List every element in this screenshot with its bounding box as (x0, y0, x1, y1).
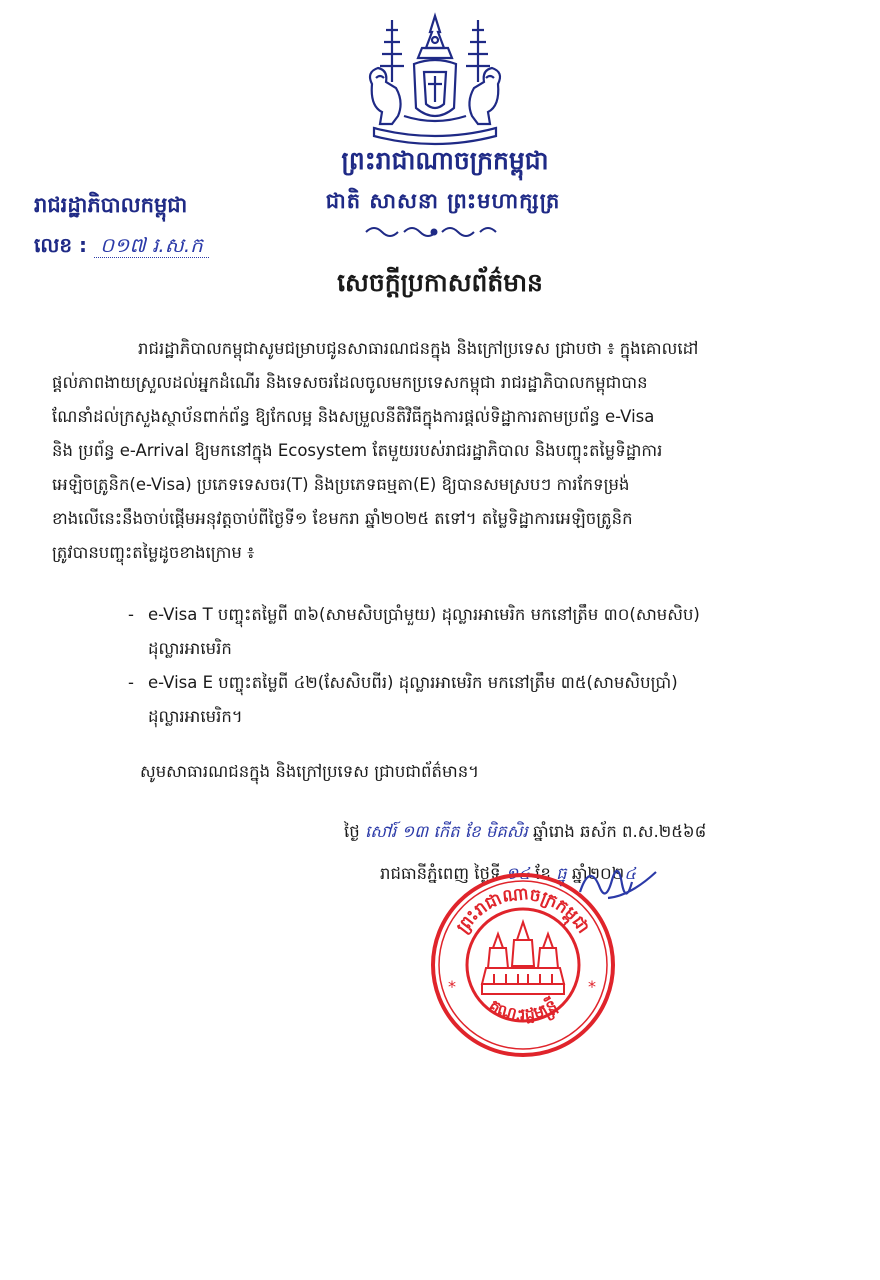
lunar-prefix: ថ្ងៃ (344, 822, 360, 841)
national-motto: ជាតិ សាសនា ព្រះមហាក្សត្រ (325, 189, 561, 213)
divider-ornament-icon (364, 222, 504, 242)
announcement-body (52, 332, 820, 570)
svg-text:*: * (588, 977, 596, 996)
signature-icon (560, 852, 710, 912)
reference-value: ០១៧ រ.ស.ក (94, 233, 209, 258)
lunar-date-line (344, 822, 706, 846)
body-line: អេឡិចត្រូនិក(e-Visa) ប្រភេទទេសចរ(T) និងប្រភេទធម្មតា(E) ឱ្យបានសមស្របៗ ការកែទម្រង់ (52, 475, 630, 494)
body-line: ផ្តល់ភាពងាយស្រួលដល់អ្នកដំណើរ និងទេសចរដែលចូលមកប្រទេសកម្ពុជា រាជរដ្ឋាភិបាលកម្ពុជាបាន (52, 373, 648, 392)
body-line: រាជរដ្ឋាភិបាលកម្ពុជាសូមជម្រាបជូនសាធារណជនក្នុង និងក្រៅប្រទេស ជ្រាបថា ៖ ក្នុងគោលដៅ (138, 339, 699, 358)
royal-emblem-icon (352, 12, 518, 152)
bullet-dash: - (128, 673, 134, 692)
closing-line: សូមសាធារណជនក្នុង និងក្រៅប្រទេស ជ្រាបជាព័ត៌មាន។ (140, 762, 480, 781)
seal-top-text: ព្រះរាជាណាចក្រកម្ពុជា (452, 884, 594, 938)
reference-number-row (34, 232, 209, 262)
lunar-suffix: ឆ្នាំរោង ឆស័ក ព.ស.២៥៦៨ (533, 822, 707, 841)
handwritten-year-digit: ៤ (624, 864, 636, 883)
issuing-government: រាជរដ្ឋាភិបាលកម្ពុជា (34, 193, 188, 217)
seal-bottom-text: គណៈរដ្ឋមន្ត្រី (485, 995, 561, 1025)
handwritten-day: ១៤ (505, 864, 530, 883)
svg-text:*: * (448, 977, 456, 996)
handwritten-month: ធ្នូ (556, 864, 567, 883)
year-prefix: ឆ្នាំ២០២ (571, 864, 625, 883)
bullet-continuation: ដុល្លារអាមេរិក (148, 639, 232, 658)
kingdom-heading: ព្រះរាជាណាចក្រកម្ពុជា (341, 146, 549, 175)
body-line: និង ប្រព័ន្ធ e-Arrival ឱ្យមកនៅក្នុង Ecosystem តែមួយរបស់រាជរដ្ឋាភិបាល និងបញ្ចុះតម្លៃទិដ្ឋាការ (52, 441, 663, 460)
month-label: ខែ (535, 864, 551, 883)
list-item (52, 666, 820, 700)
reference-label: លេខ : (34, 233, 88, 257)
body-line: ត្រូវបានបញ្ចុះតម្លៃដូចខាងក្រោម ៖ (52, 543, 255, 562)
bullet-continuation: ដុល្លារអាមេរិក។ (148, 707, 243, 726)
bullet-text: e-Visa T បញ្ចុះតម្លៃពី ៣៦(សាមសិបប្រាំមួយ) ដុល្លារអាមេរិក មកនៅត្រឹម ៣០(សាមសិប) (148, 605, 700, 624)
handwritten-lunar-date: សៅរ៍ ១៣ កើត ខែ មិគសិរ (364, 822, 528, 841)
document-title: សេចក្តីប្រកាសព័ត៌មាន (337, 268, 543, 297)
body-line: ណែនាំដល់ក្រសួងស្ថាប័នពាក់ព័ន្ធ ឱ្យកែលម្អ និងសម្រួលនីតិវិធីក្នុងការផ្តល់ទិដ្ឋាការតាមប្រព័ន្ធ e-Visa (52, 407, 655, 426)
body-line: ខាងលើនេះនឹងចាប់ផ្តើមអនុវត្តចាប់ពីថ្ងៃទី១ ខែមករា ឆ្នាំ២០២៥ តទៅ។ តម្លៃទិដ្ឋាការអេឡិចត្រូនិក (52, 509, 633, 528)
bullet-dash: - (128, 605, 134, 624)
place-prefix: រាជធានីភ្នំពេញ ថ្ងៃទី (380, 864, 501, 883)
price-list (52, 598, 820, 734)
bullet-text: e-Visa E បញ្ចុះតម្លៃពី ៤២(សែសិបពីរ) ដុល្លារអាមេរិក មកនៅត្រឹម ៣៥(សាមសិបប្រាំ) (148, 673, 678, 692)
list-item (52, 598, 820, 632)
